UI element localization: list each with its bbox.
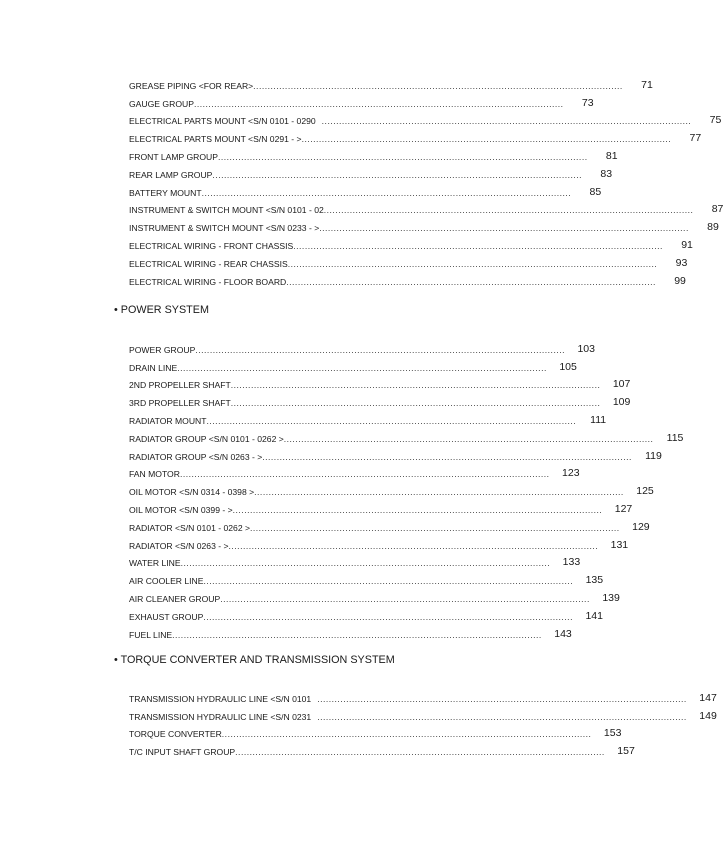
toc-entry-page: 109 — [612, 396, 631, 409]
toc-entry[interactable] — [129, 551, 581, 569]
dot-leader: ................................................................................................................................ — [317, 693, 687, 704]
toc-entry-page: 157 — [617, 745, 635, 758]
toc-entry-title: RADIATOR <S/N 0101 - 0262 > — [129, 522, 251, 533]
dot-leader: ................................................................................................................................ — [195, 344, 565, 355]
toc-entry-title: OIL MOTOR <S/N 0314 - 0398 > — [129, 487, 255, 498]
toc-entry[interactable] — [129, 444, 662, 462]
toc-entry[interactable] — [129, 251, 688, 269]
toc-entry-page: 77 — [689, 132, 702, 145]
toc-entry-page: 125 — [636, 485, 654, 498]
dot-leader: ................................................................................................................................ — [179, 469, 550, 480]
toc-entry-title: RADIATOR MOUNT — [129, 415, 207, 426]
toc-entry-page: 89 — [707, 221, 719, 234]
toc-entry[interactable] — [129, 390, 631, 409]
toc-entry-title: ELECTRICAL WIRING - FLOOR BOARD — [129, 276, 287, 287]
toc-entry-title: ELECTRICAL PARTS MOUNT <S/N 0291 - > — [129, 134, 302, 145]
toc-entry[interactable] — [129, 515, 650, 533]
dot-leader: ................................................................................................................................ — [230, 398, 601, 409]
toc-entry-title: BATTERY MOUNT — [129, 187, 202, 198]
toc-entry-page: 83 — [600, 167, 613, 180]
dot-leader: ................................................................................................................................ — [201, 187, 572, 198]
toc-entry-page: 115 — [666, 431, 684, 444]
dot-leader: ................................................................................................................................ — [177, 362, 547, 373]
toc-entry-title: DRAIN LINE — [129, 362, 178, 373]
toc-entry-title: OIL MOTOR <S/N 0399 - > — [129, 504, 233, 515]
dot-leader: ................................................................................................................................ — [321, 116, 692, 127]
toc-entry-page: 107 — [612, 378, 631, 391]
toc-entry[interactable] — [129, 73, 653, 91]
toc-entry-page: 127 — [614, 502, 633, 515]
toc-entry-page: 135 — [585, 574, 604, 587]
toc-entry-title: INSTRUMENT & SWITCH MOUNT <S/N 0233 - > — [129, 223, 320, 234]
toc-entry-title: 2ND PROPELLER SHAFT — [129, 380, 231, 391]
toc-entry-page: 99 — [674, 274, 686, 287]
toc-entry[interactable] — [129, 533, 629, 551]
dot-leader: ................................................................................................................................ — [235, 747, 605, 758]
dot-leader: ................................................................................................................................ — [172, 629, 542, 640]
toc-entry[interactable] — [129, 269, 686, 287]
toc-entry[interactable] — [129, 426, 684, 444]
toc-entry-title: POWER GROUP — [129, 344, 196, 355]
toc-entry-title: AIR CLEANER GROUP — [129, 593, 221, 604]
toc-entry-page: 139 — [602, 591, 620, 604]
toc-entry[interactable] — [129, 497, 633, 515]
dot-leader: ................................................................................................................................ — [203, 611, 573, 622]
dot-leader: ................................................................................................................................ — [217, 151, 588, 162]
toc-entry[interactable] — [129, 604, 603, 622]
dot-leader: ................................................................................................................................ — [212, 169, 583, 180]
toc-list-electrical — [129, 73, 723, 287]
toc-entry-page: 133 — [562, 556, 581, 569]
toc-entry-page: 153 — [603, 727, 622, 740]
toc-entry-title: GAUGE GROUP — [129, 98, 194, 109]
toc-entry-page: 131 — [610, 538, 629, 551]
toc-entry-title: ELECTRICAL PARTS MOUNT <S/N 0101 - 0290 — [129, 116, 316, 127]
toc-entry-page: 147 — [699, 691, 717, 704]
toc-entry-page: 129 — [632, 520, 650, 533]
dot-leader: ................................................................................................................................ — [232, 504, 603, 515]
toc-entry-title: RADIATOR <S/N 0263 - > — [129, 540, 229, 551]
toc-entry-page: 81 — [605, 149, 618, 162]
toc-entry[interactable] — [129, 180, 602, 198]
toc-entry[interactable] — [129, 126, 702, 145]
toc-entry[interactable] — [129, 568, 604, 587]
toc-entry[interactable] — [129, 704, 717, 722]
toc-entry-title: REAR LAMP GROUP — [129, 169, 213, 180]
dot-leader: ................................................................................................................................ — [323, 205, 694, 216]
dot-leader: ................................................................................................................................ — [230, 380, 601, 391]
toc-entry[interactable] — [129, 408, 607, 426]
toc-entry-title: GREASE PIPING <FOR REAR> — [129, 80, 254, 91]
toc-entry-page: 111 — [590, 413, 607, 426]
dot-leader: ................................................................................................................................ — [220, 593, 590, 604]
toc-entry-title: ELECTRICAL WIRING - FRONT CHASSIS — [129, 240, 294, 251]
toc-entry[interactable] — [129, 722, 622, 740]
toc-entry-page: 73 — [581, 96, 594, 109]
toc-entry-title: INSTRUMENT & SWITCH MOUNT <S/N 0101 - 02 — [129, 205, 324, 216]
section-heading-torque-converter: • TORQUE CONVERTER AND TRANSMISSION SYSTEM — [114, 654, 395, 666]
dot-leader: ................................................................................................................................ — [287, 258, 658, 269]
dot-leader: ................................................................................................................................ — [206, 415, 577, 426]
toc-entry[interactable] — [129, 91, 594, 109]
dot-leader: ................................................................................................................................ — [293, 240, 663, 251]
toc-entry[interactable] — [129, 586, 620, 604]
dot-leader: ................................................................................................................................ — [203, 576, 574, 587]
toc-entry-title: WATER LINE — [129, 558, 181, 569]
toc-entry-title: FRONT LAMP GROUP — [129, 151, 218, 162]
toc-entry[interactable] — [129, 622, 572, 640]
toc-entry-page: 91 — [681, 238, 693, 251]
dot-leader: ................................................................................................................................ — [253, 80, 623, 91]
toc-entry-title: FAN MOTOR — [129, 469, 180, 480]
toc-entry-title: AIR COOLER LINE — [129, 576, 204, 587]
toc-entry-title: TRANSMISSION HYDRAULIC LINE <S/N 0231 — [129, 711, 312, 722]
toc-entry[interactable] — [129, 462, 580, 480]
dot-leader: ................................................................................................................................ — [301, 134, 672, 145]
toc-entry-page: 141 — [585, 609, 603, 622]
toc-entry-title: FUEL LINE — [129, 629, 173, 640]
toc-entry-page: 105 — [559, 360, 577, 373]
dot-leader: ................................................................................................................................ — [319, 223, 689, 234]
toc-entry[interactable] — [129, 355, 577, 373]
toc-entry[interactable] — [129, 198, 723, 216]
toc-entry[interactable] — [129, 739, 635, 758]
toc-entry-page: 119 — [645, 449, 662, 462]
dot-leader: ................................................................................................................................ — [180, 558, 551, 569]
toc-list-torque-converter — [129, 686, 717, 758]
toc-entry[interactable] — [129, 479, 654, 498]
dot-leader: ................................................................................................................................ — [286, 276, 656, 287]
toc-entry[interactable] — [129, 373, 631, 391]
toc-entry-title: ELECTRICAL WIRING - REAR CHASSIS — [129, 258, 288, 269]
toc-entry-page: 85 — [589, 185, 602, 198]
toc-list-power-system — [129, 337, 684, 640]
toc-entry-page: 123 — [562, 467, 580, 480]
toc-entry[interactable] — [129, 337, 595, 355]
dot-leader: ................................................................................................................................ — [193, 98, 564, 109]
toc-entry-page: 93 — [675, 256, 688, 269]
toc-entry-title: EXHAUST GROUP — [129, 611, 204, 622]
dot-leader: ................................................................................................................................ — [262, 451, 632, 462]
toc-entry-title: 3RD PROPELLER SHAFT — [129, 398, 231, 409]
toc-entry-title: T/C INPUT SHAFT GROUP — [129, 747, 236, 758]
toc-entry[interactable] — [129, 144, 618, 162]
toc-entry-title: TORQUE CONVERTER — [129, 729, 222, 740]
toc-entry-title: RADIATOR GROUP <S/N 0101 - 0262 > — [129, 433, 284, 444]
toc-entry[interactable] — [129, 109, 722, 127]
dot-leader: ................................................................................................................................ — [254, 487, 624, 498]
dot-leader: ................................................................................................................................ — [283, 433, 654, 444]
toc-entry-page: 71 — [641, 78, 653, 91]
toc-entry-page: 143 — [554, 627, 572, 640]
toc-entry[interactable] — [129, 686, 717, 704]
toc-entry-page: 103 — [577, 342, 595, 355]
toc-entry-page: 149 — [699, 709, 717, 722]
dot-leader: ................................................................................................................................ — [221, 729, 592, 740]
dot-leader: ................................................................................................................................ — [250, 522, 620, 533]
dot-leader: ................................................................................................................................ — [228, 540, 599, 551]
dot-leader: ................................................................................................................................ — [317, 711, 687, 722]
section-heading-power-system: • POWER SYSTEM — [114, 304, 209, 316]
toc-entry[interactable] — [129, 233, 693, 251]
toc-entry[interactable] — [129, 162, 613, 180]
toc-entry[interactable] — [129, 215, 719, 234]
toc-entry-page: 75 — [709, 114, 722, 127]
toc-entry-page: 87 — [711, 203, 723, 216]
toc-entry-title: TRANSMISSION HYDRAULIC LINE <S/N 0101 — [129, 693, 312, 704]
toc-entry-title: RADIATOR GROUP <S/N 0263 - > — [129, 451, 263, 462]
